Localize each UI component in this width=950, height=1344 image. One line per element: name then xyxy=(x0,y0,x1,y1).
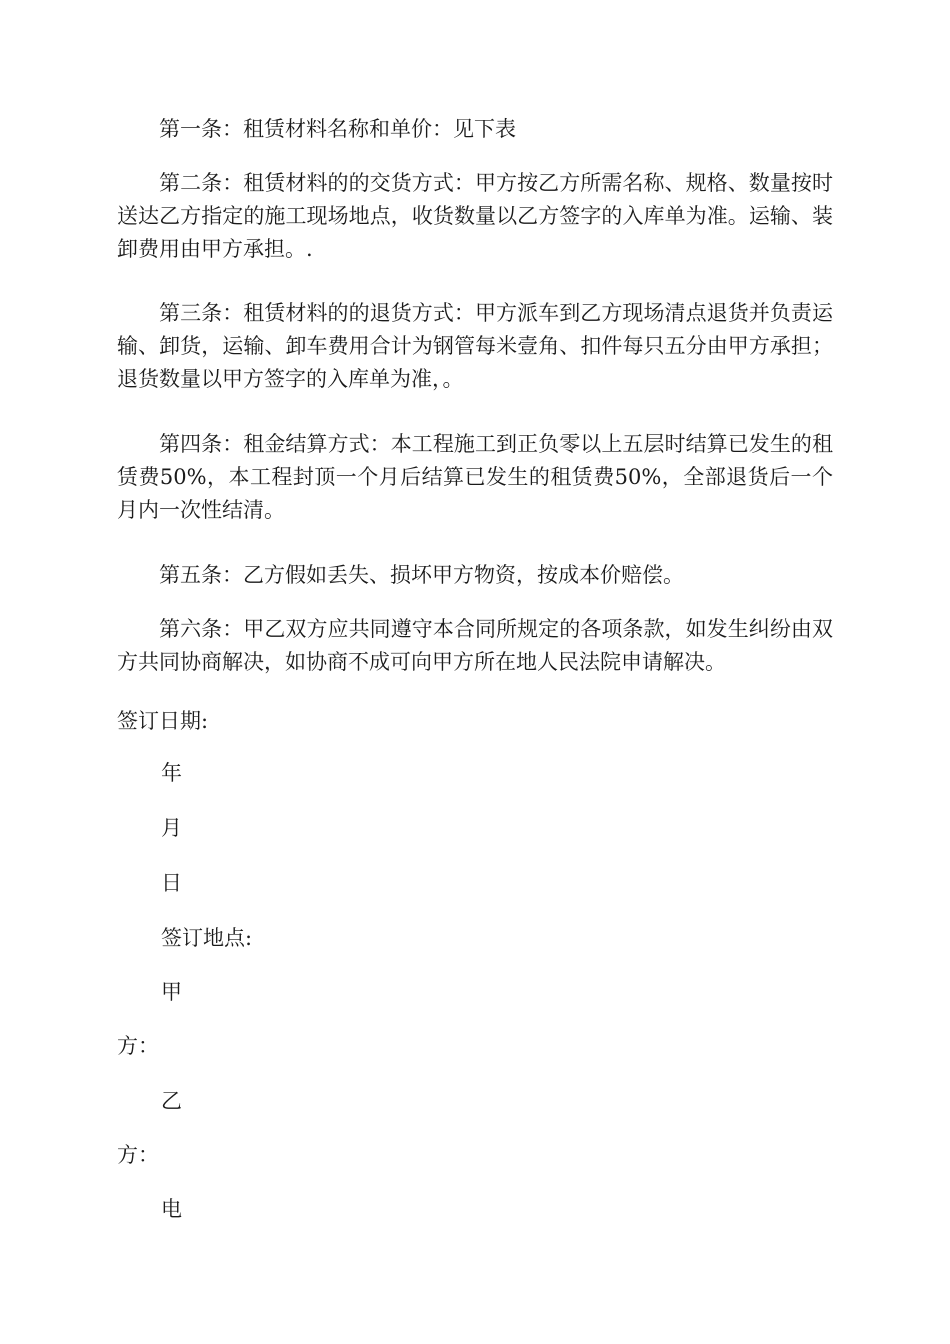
article-3: 第三条：租赁材料的的退货方式：甲方派车到乙方现场清点退货并负责运输、卸货，运输、卸车费用合计为钢管每米壹角、扣件每只五分由甲方承担；退货数量以甲方签字的入库单为准，。 xyxy=(117,301,833,391)
party-a-label-part1: 甲 xyxy=(161,980,182,1004)
article-1: 第一条：租赁材料名称和单价：见下表 xyxy=(159,117,516,141)
article-5: 第五条：乙方假如丢失、损坏甲方物资，按成本价赔偿。 xyxy=(159,563,684,587)
signing-place-label: 签订地点: xyxy=(161,926,253,950)
article-6: 第六条：甲乙双方应共同遵守本合同所规定的各项条款，如发生纠纷由双方共同协商解决，如协商不成可向甲方所在地人民法院申请解决。 xyxy=(117,617,833,674)
article-4: 第四条：租金结算方式：本工程施工到正负零以上五层时结算已发生的租赁费50%，本工程封顶一个月后结算已发生的租赁费50%，全部退货后一个月内一次性结清。 xyxy=(117,432,833,522)
party-b-label-part2: 方： xyxy=(117,1143,159,1167)
phone-label-part1: 电 xyxy=(161,1197,182,1221)
signing-date-label: 签订日期: xyxy=(117,709,209,733)
article-2: 第二条：租赁材料的的交货方式：甲方按乙方所需名称、规格、数量按时送达乙方指定的施工现场地点，收货数量以乙方签字的入库单为准。运输、装卸费用由甲方承担。. xyxy=(117,171,833,261)
signing-month: 月 xyxy=(161,816,182,840)
signing-day: 日 xyxy=(161,871,182,895)
party-b-label-part1: 乙 xyxy=(161,1089,182,1113)
party-a-label-part2: 方： xyxy=(117,1034,159,1058)
signing-year: 年 xyxy=(161,761,182,785)
